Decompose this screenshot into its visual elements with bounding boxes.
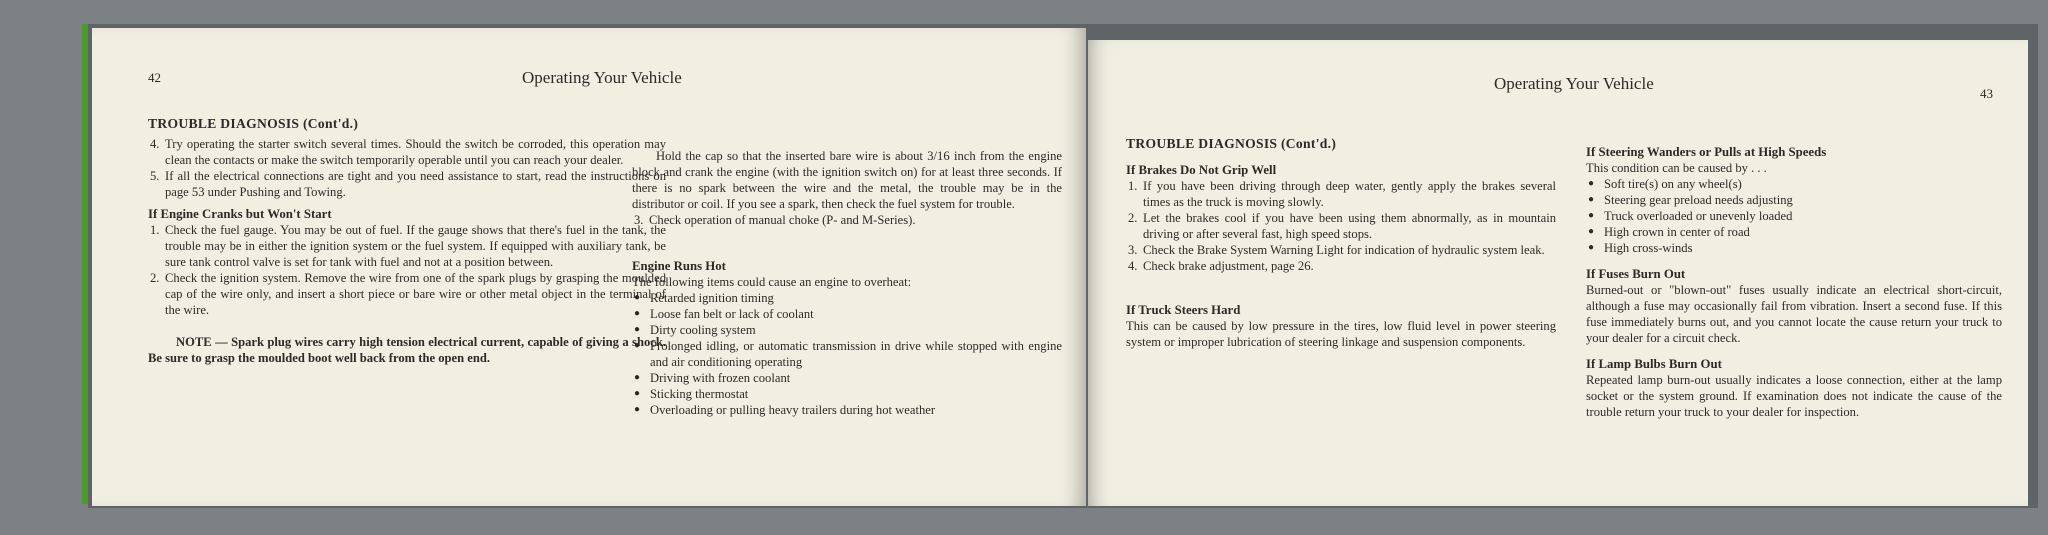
subheading: If Brakes Do Not Grip Well [1126, 163, 1277, 177]
section-heading: TROUBLE DIAGNOSIS (Cont'd.) [1126, 136, 1337, 151]
bullet-item: ● Driving with frozen coolant [632, 370, 1062, 386]
list-item: 4. Check brake adjustment, page 26. [1128, 259, 1314, 273]
running-header: Operating Your Vehicle [522, 68, 682, 87]
right-column-1 [1126, 136, 1556, 350]
list-item: 2. Check the ignition system. Remove the wire from one of the spark plugs by grasping the moulded cap of the wire only, and insert a short piece or bare wire or other metal object in the terminal of the wire. [150, 271, 666, 317]
paragraph: Burned-out or "blown-out" fuses usually indicate an electrical short-circuit, although a fuse may occasionally fail from vibration. Insert a second fuse. If this fuse immediately burns out, and you cannot locate the cause return your truck to your dealer for a circuit check. [1586, 283, 2002, 345]
running-header: Operating Your Vehicle [1494, 74, 1654, 93]
right-column-2 [1586, 144, 2002, 420]
bullet-item: ● Truck overloaded or unevenly loaded [1586, 208, 2002, 224]
bullet-item: ● High cross-winds [1586, 240, 2002, 256]
bullet-item: ● Loose fan belt or lack of coolant [632, 306, 1062, 322]
subheading: If Fuses Burn Out [1586, 267, 1686, 281]
bullet-item: ● Soft tire(s) on any wheel(s) [1586, 176, 2002, 192]
bullet-item: ● Steering gear preload needs adjusting [1586, 192, 2002, 208]
bullet-item: ● High crown in center of road [1586, 224, 2002, 240]
paragraph: This can be caused by low pressure in the tires, low fluid level in power steering system or improper lubrication of steering linkage and suspension components. [1126, 319, 1556, 349]
page-number: 42 [148, 70, 161, 85]
intro-text: The following items could cause an engine to overheat: [632, 275, 912, 289]
subheading: If Engine Cranks but Won't Start [148, 207, 332, 221]
section-heading: TROUBLE DIAGNOSIS (Cont'd.) [148, 116, 359, 131]
left-page [92, 28, 1086, 506]
paragraph: Hold the cap so that the inserted bare wire is about 3/16 inch from the engine block and crank the engine (with the ignition switch on) for at least three seconds. If there is no spark between the wire and the metal, the trouble may be in the distributor or coil. If you see a spark, then check the fuel system for trouble. [632, 149, 1062, 211]
subheading: If Truck Steers Hard [1126, 303, 1241, 317]
subheading: If Lamp Bulbs Burn Out [1586, 357, 1722, 371]
intro-text: This condition can be caused by . . . [1586, 161, 1767, 175]
bullet-item: ● Dirty cooling system [632, 322, 1062, 338]
subheading: Engine Runs Hot [632, 259, 726, 273]
bullet-item: ● Retarded ignition timing [632, 290, 1062, 306]
list-item: 1. If you have been driving through deep water, gently apply the brakes several times as the truck is moving slowly. [1128, 179, 1556, 209]
right-page [1088, 40, 2028, 506]
bullet-item: ● Sticking thermostat [632, 386, 1062, 402]
subheading: If Steering Wanders or Pulls at High Speeds [1586, 145, 1827, 159]
left-column-1 [148, 116, 666, 366]
list-item: 4. Try operating the starter switch several times. Should the switch be corroded, this operation may clean the contacts or make the switch temporarily operable until you can reach your dealer. [150, 137, 666, 167]
bullet-item: ● Prolonged idling, or automatic transmission in drive while stopped with engine and air conditioning operating [632, 338, 1062, 370]
left-column-2 [632, 148, 1062, 418]
list-item: 5. If all the electrical connections are tight and you need assistance to start, read the instructions on page 53 under Pushing and Towing. [150, 169, 666, 199]
list-item: 3. Check operation of manual choke (P- and M-Series). [634, 213, 916, 227]
paragraph: Repeated lamp burn-out usually indicates a loose connection, either at the lamp socket or the system ground. If examination does not indicate the cause of the trouble return your truck to your dealer for inspection. [1586, 373, 2002, 419]
page-number: 43 [1980, 86, 1993, 101]
note-paragraph: NOTE — Spark plug wires carry high tension electrical current, capable of giving a shock. Be sure to grasp the moulded boot well back from the open end. [148, 335, 666, 365]
list-item: 3. Check the Brake System Warning Light for indication of hydraulic system leak. [1128, 243, 1545, 257]
list-item: 2. Let the brakes cool if you have been using them abnormally, as in mountain driving or after several fast, high speed stops. [1128, 211, 1556, 241]
bullet-item: ● Overloading or pulling heavy trailers during hot weather [632, 402, 1062, 418]
list-item: 1. Check the fuel gauge. You may be out of fuel. If the gauge shows that there's fuel in the tank, the trouble may be in either the ignition system or the fuel system. If equipped with auxiliary tank, be sure tank control valve is set for tank with fuel and not at a position between. [150, 223, 666, 269]
